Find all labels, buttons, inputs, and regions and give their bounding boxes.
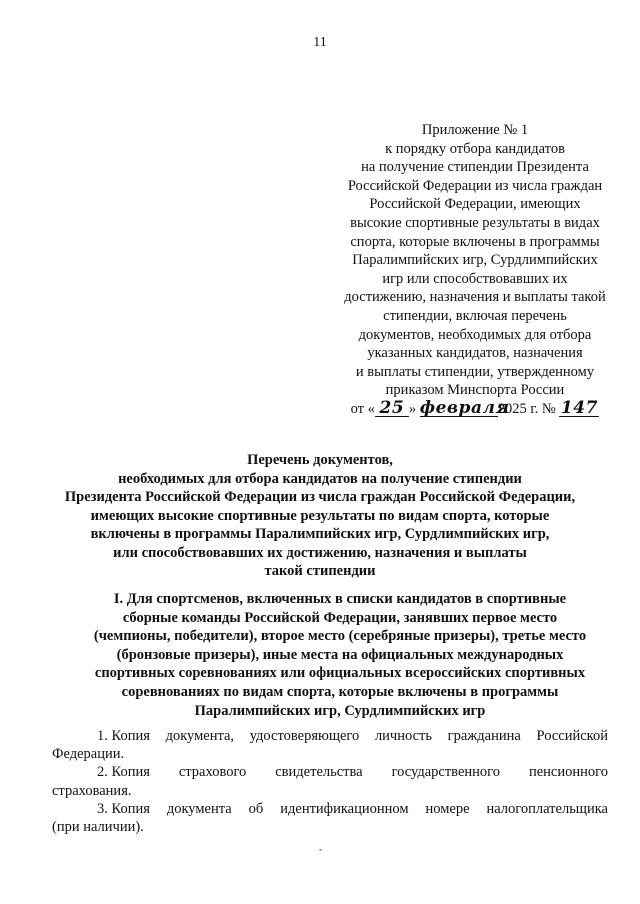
list-item-first-line [52, 727, 608, 745]
appendix-line: стипендии, включая перечень [383, 307, 567, 324]
appendix-line: Паралимпийских игр, Сурдлимпийских [352, 252, 598, 269]
word: 3. Копия [97, 800, 150, 817]
date-prefix: от « [350, 400, 375, 417]
list-item-continuation: Федерации. [52, 746, 125, 763]
word: номере [425, 800, 470, 817]
list-item-continuation: (при наличии). [52, 819, 144, 836]
date-mid: » [408, 400, 417, 417]
word: документа, [165, 728, 235, 744]
date-day: 25 [375, 400, 409, 417]
appendix-line: приказом Минспорта России [385, 382, 565, 399]
section-line: соревнованиях по видам спорта, которые включены в программы [121, 683, 559, 700]
word: идентификационном [280, 800, 409, 817]
date-month: февраля [419, 397, 510, 418]
word: документа [166, 800, 232, 817]
title-line: такой стипендии [264, 563, 376, 579]
word: свидетельства [275, 764, 363, 781]
title-line: необходимых для отбора кандидатов на получение стипендии [118, 470, 522, 487]
section-line: Паралимпийских игр, Сурдлимпийских игр [194, 702, 486, 719]
list-item-first-line [52, 800, 608, 818]
word: личность [374, 728, 432, 744]
title-line: включены в программы Паралимпийских игр, Сурдлимпийских игр, [90, 526, 550, 542]
appendix-line: спорта, которые включены в программы [350, 233, 600, 250]
scan-mark: ˏ [312, 838, 323, 853]
order-date-line [330, 397, 620, 419]
word: 2. Копия [97, 764, 150, 781]
title-line: Президента Российской Федерации из числа граждан Российской Федерации, [64, 489, 576, 505]
section-line: спортивных соревнованиях или официальных всероссийских спортивных [94, 665, 586, 682]
word: налогоплательщика [486, 800, 608, 817]
section-line: (чемпионы, победители), второе место (серебряные призеры), третье место [93, 628, 587, 645]
appendix-line: указанных кандидатов, назначения [367, 345, 583, 362]
page-number: 11 [313, 35, 327, 50]
appendix-line: на получение стипендии Президента [361, 159, 589, 176]
appendix-line: игр или способствовавших их [382, 270, 568, 287]
order-number: 147 [560, 397, 598, 418]
section-line: сборные команды Российской Федерации, занявших первое место [122, 609, 558, 626]
section-line: I. Для спортсменов, включенных в списки кандидатов в спортивные [113, 591, 567, 607]
appendix-line: Российской Федерации из числа граждан [347, 177, 603, 194]
appendix-line: к порядку отбора кандидатов [385, 140, 565, 157]
appendix-line: документов, необходимых для отбора [358, 326, 592, 343]
word: гражданина [447, 728, 521, 744]
list-item [52, 727, 608, 763]
list-item [52, 763, 608, 799]
title-line: Перечень документов, [247, 452, 393, 468]
section-line: (бронзовые призеры), иные места на официальных международных [116, 646, 564, 663]
appendix-line: достижению, назначения и выплаты такой [344, 289, 606, 306]
word: государственного [391, 764, 500, 781]
word: об [248, 800, 264, 817]
appendix-line: высокие спортивные результаты в видах [350, 214, 600, 231]
title-line: или способствовавших их достижению, назначения и выплаты [113, 544, 527, 561]
appendix-line: и выплаты стипендии, утвержденному [355, 363, 595, 380]
appendix-line: Российской Федерации, имеющих [369, 196, 581, 213]
word: Российской [536, 728, 608, 744]
list-item-continuation: страхования. [52, 782, 132, 799]
title-line: имеющих высокие спортивные результаты по видам спорта, которые [90, 507, 550, 524]
appendix-line: Приложение № 1 [421, 122, 529, 138]
word: страхового [178, 764, 247, 781]
section-heading [60, 590, 620, 720]
word: 1. Копия [97, 728, 150, 744]
appendix-header [330, 121, 620, 419]
document-list [52, 727, 608, 836]
word: пенсионного [528, 764, 608, 781]
list-item [52, 800, 608, 836]
list-item-first-line [52, 763, 608, 781]
document-title [40, 451, 600, 581]
date-year: 2025 г. № [497, 400, 556, 417]
word: удостоверяющего [249, 728, 360, 744]
